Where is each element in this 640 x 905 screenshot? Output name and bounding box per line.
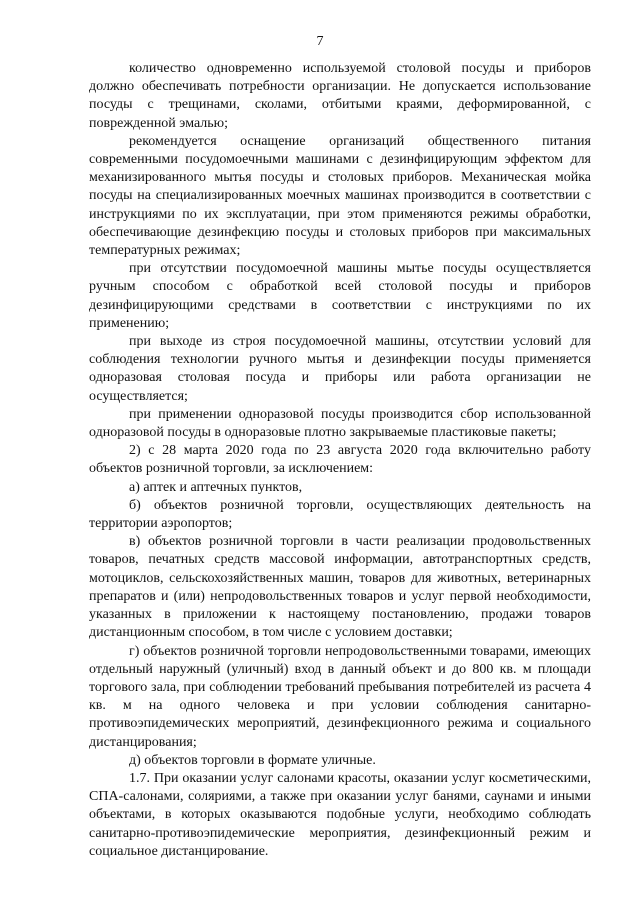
paragraph-disposable-dishes: при применении одноразовой посуды производится сбор использованной одноразовой посуды в одноразовые плотно закрываемые пластиковые пакеты; <box>89 406 591 441</box>
paragraph-exception-b: б) объектов розничной торговли, осуществляющих деятельность на территории аэропортов; <box>89 497 591 532</box>
paragraph-exception-c: в) объектов розничной торговли в части реализации продовольственных товаров, печатных средств массовой информации, автотранспортных средств, мотоциклов, сельскохозяйственных машин, товаров для животных, ветеринарных препаратов и (или) непродовольственных товаров и услуг первой необходимости, указанных в приложении к настоящему постановлению, продажи товаров дистанционным способом, в том числе с условием доставки; <box>89 534 591 641</box>
paragraph-manual-washing: при отсутствии посудомоечной машины мытье посуды осуществляется ручным способом с обработкой всей столовой посуды и приборов дезинфицирующими средствами в соответствии с инструкциями по их применению; <box>89 261 591 331</box>
paragraph-exception-d: г) объектов розничной торговли непродовольственными товарами, имеющих отдельный наружный (уличный) вход в данный объект и до 800 кв. м площади торгового зала, при соблюдении требований пребывания потребителей из расчета 4 кв. м на одного человека и при условии соблюдения санитарно-противоэпидемических мероприятий, дезинфекционного режима и социального дистанцирования; <box>89 643 591 750</box>
page-number: 7 <box>316 34 324 49</box>
paragraph-dishwasher-failure: при выходе из строя посудомоечной машины, отсутствии условий для соблюдения технологии ручного мытья и дезинфекции посуды применяется одноразовая столовая посуда и приборы или работа организации не осуществляется; <box>89 334 591 404</box>
paragraph-dishwasher-recommendation: рекомендуется оснащение организаций общественного питания современными посудомоечными машинами с дезинфицирующим эффектом для механизированного мытья посуды и столовых приборов. Механическая мойка посуды на специализированных моечных машинах производится в соответствии с инструкциями по их эксплуатации, при этом применяются режимы обработки, обеспечивающие дезинфекцию посуды и столовых приборов при максимальных температурных режимах; <box>89 133 591 259</box>
paragraph-dishware-quantity: количество одновременно используемой столовой посуды и приборов должно обеспечивать потребности организации. Не допускается использование посуды с трещинами, сколами, отбитыми краями, деформированной, с поврежденной эмалью; <box>89 61 591 131</box>
paragraph-section-1-7: 1.7. При оказании услуг салонами красоты, оказании услуг косметическими, СПА-салонами, соляриями, а также при оказании услуг банями, саунами и иными объектами, в которых оказываются подобные услуги, необходимо соблюдать санитарно-противоэпидемические мероприятия, дезинфекционный режим и социальное дистанцирование. <box>89 770 591 859</box>
paragraph-exception-e: д) объектов торговли в формате уличные. <box>129 752 376 768</box>
paragraph-exception-a: а) аптек и аптечных пунктов, <box>129 479 303 495</box>
paragraph-retail-suspension: 2) с 28 марта 2020 года по 23 августа 2020 года включительно работу объектов розничной торговли, за исключением: <box>89 443 591 477</box>
document-body <box>89 60 591 861</box>
